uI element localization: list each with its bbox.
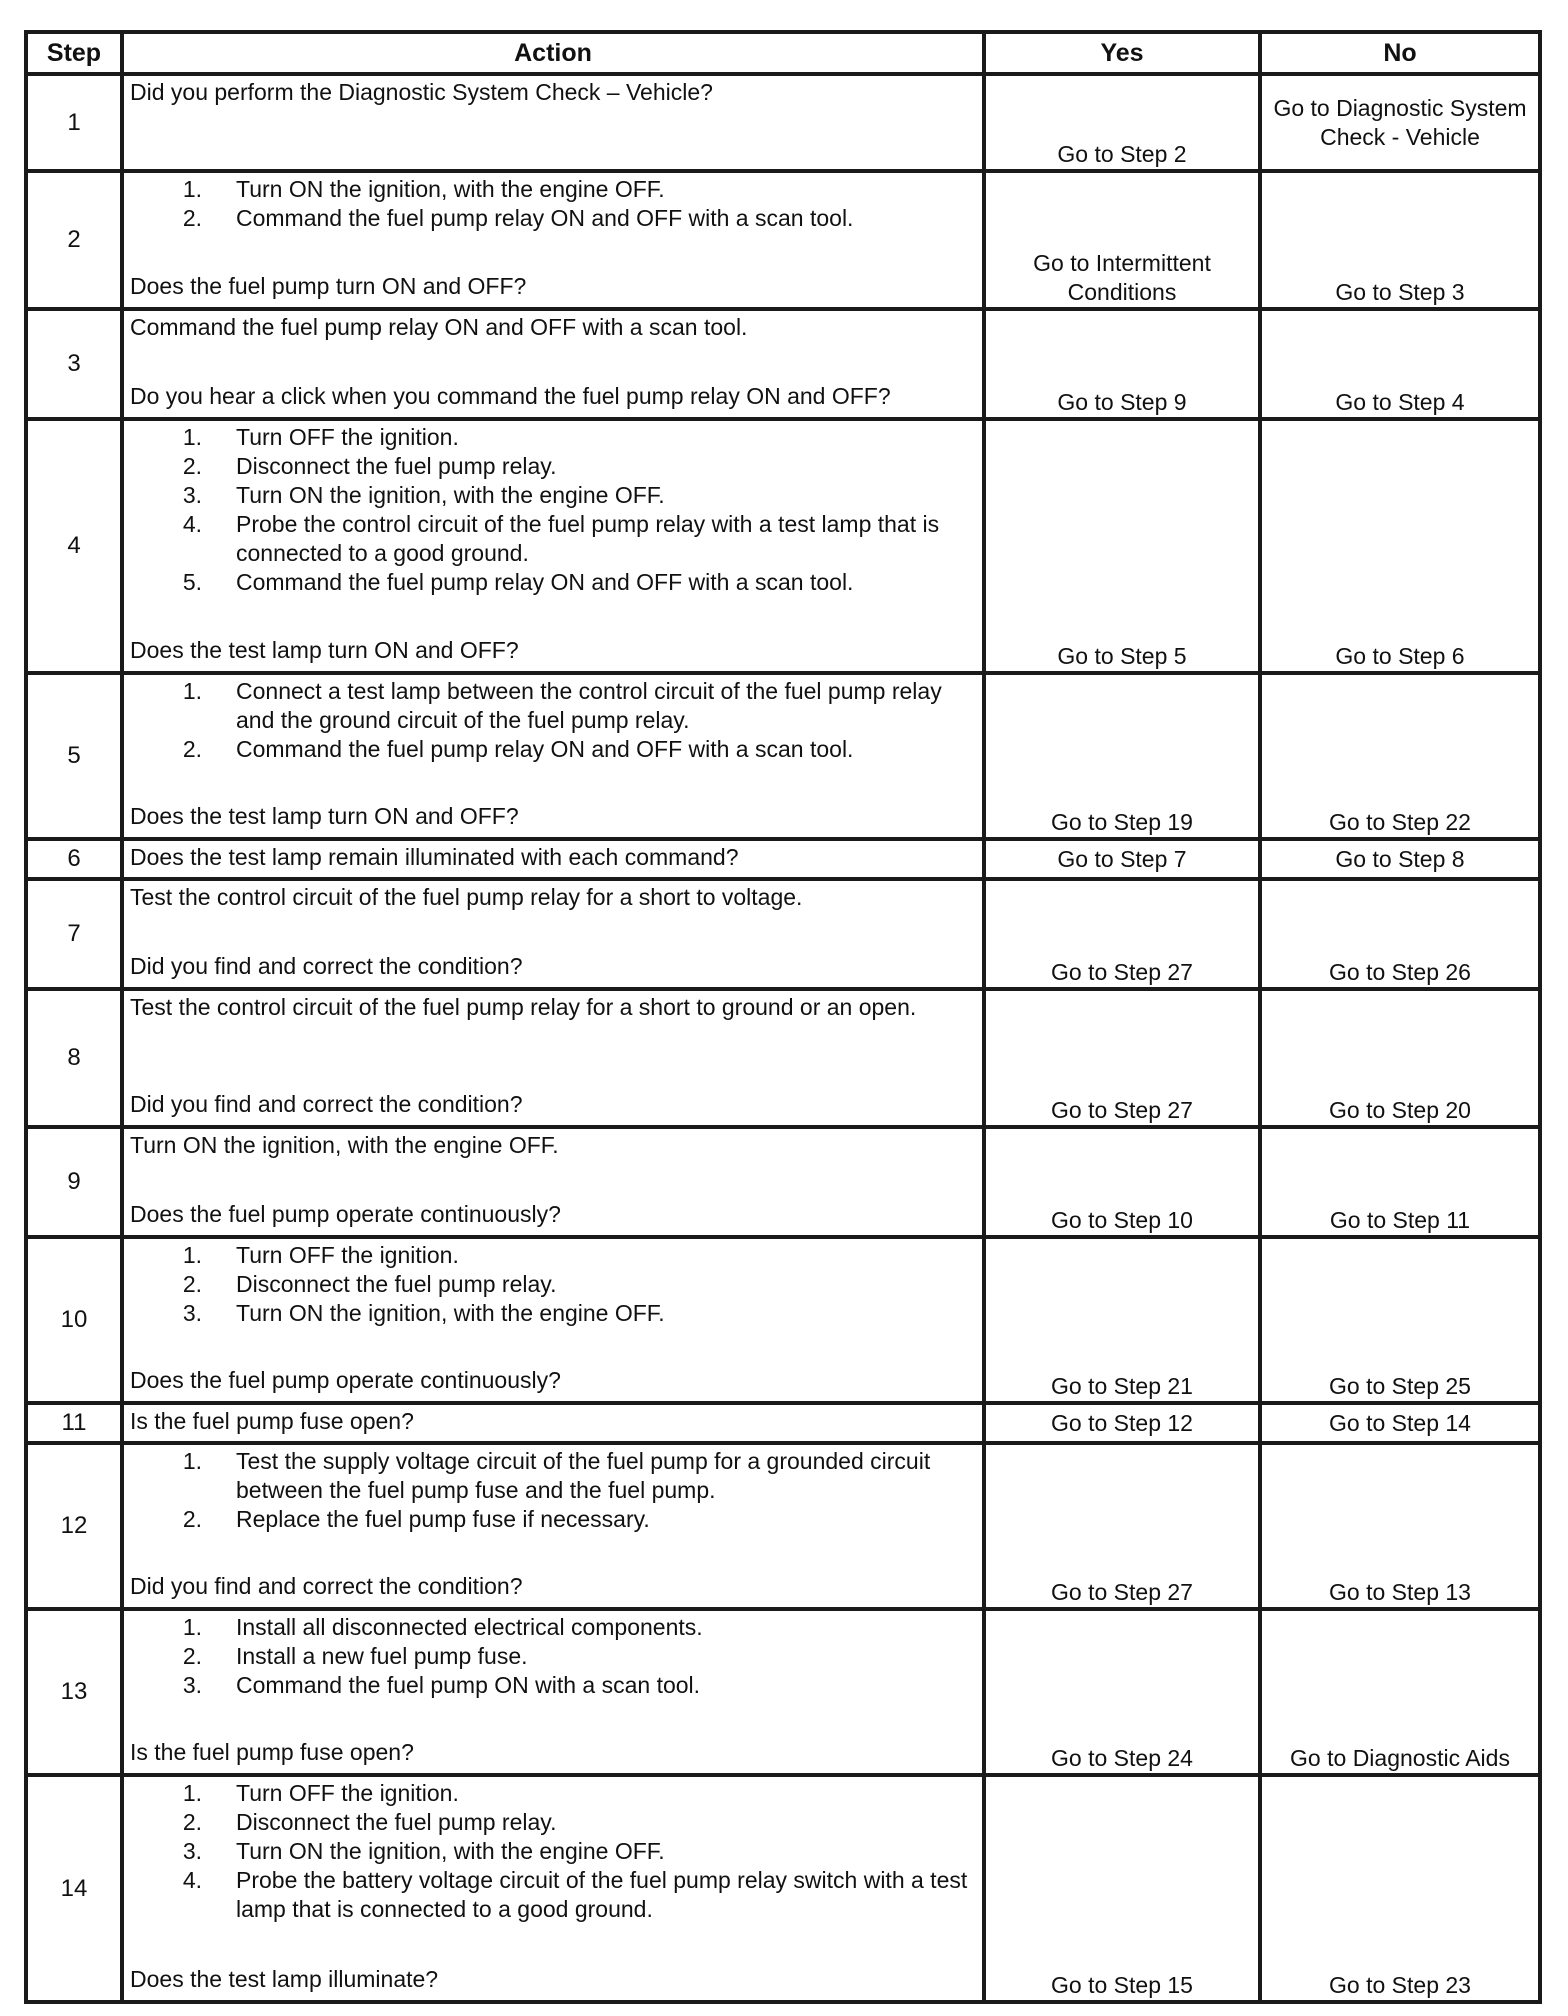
no-answer: Go to Step 13	[1260, 1443, 1540, 1609]
action-question: Did you find and correct the condition?	[130, 953, 523, 979]
action-question: Did you find and correct the condition?	[130, 1091, 523, 1117]
action-step-text: Command the fuel pump relay ON and OFF with a scan tool.	[236, 205, 854, 231]
action-step-number: 1.	[182, 678, 202, 704]
action-instruction: Test the control circuit of the fuel pump relay for a short to voltage.	[130, 884, 803, 910]
action-cell	[122, 673, 984, 839]
action-steps-list	[130, 1447, 976, 1534]
action-step-number: 2.	[182, 1271, 202, 1297]
table-row	[26, 74, 1540, 171]
action-step-text: Disconnect the fuel pump relay.	[236, 1271, 557, 1297]
step-number: 1	[26, 74, 122, 171]
action-step-text: Command the fuel pump relay ON and OFF with a scan tool.	[236, 736, 854, 762]
action-step-number: 2.	[182, 1506, 202, 1532]
no-answer: Go to Diagnostic System Check - Vehicle	[1260, 74, 1540, 171]
action-question: Is the fuel pump fuse open?	[130, 1739, 414, 1765]
table-row	[26, 1775, 1540, 2002]
action-cell	[122, 419, 984, 673]
action-step-item	[130, 735, 976, 764]
action-step-text: Install a new fuel pump fuse.	[236, 1643, 528, 1669]
action-step-text: Turn OFF the ignition.	[236, 1242, 459, 1268]
action-step-number: 1.	[182, 1242, 202, 1268]
action-steps-list	[130, 1241, 976, 1328]
action-step-text: Probe the battery voltage circuit of the fuel pump relay switch with a test lamp that is connected to a good ground.	[236, 1867, 968, 1922]
no-answer: Go to Step 14	[1260, 1403, 1540, 1443]
action-step-item	[130, 1299, 976, 1328]
action-question: Does the test lamp illuminate?	[130, 1966, 439, 1992]
step-number: 14	[26, 1775, 122, 2002]
action-instruction: Turn ON the ignition, with the engine OFF.	[130, 1132, 559, 1158]
action-cell	[122, 171, 984, 309]
action-step-text: Probe the control circuit of the fuel pump relay with a test lamp that is connected to a good ground.	[236, 511, 940, 566]
step-number: 7	[26, 879, 122, 989]
action-cell	[122, 839, 984, 879]
step-number: 5	[26, 673, 122, 839]
action-step-number: 1.	[182, 424, 202, 450]
action-step-text: Disconnect the fuel pump relay.	[236, 1809, 557, 1835]
action-step-item	[130, 568, 976, 597]
step-number: 8	[26, 989, 122, 1127]
step-number: 12	[26, 1443, 122, 1609]
step-number: 11	[26, 1403, 122, 1443]
action-step-number: 4.	[182, 1867, 202, 1893]
action-step-item	[130, 481, 976, 510]
yes-answer: Go to Step 21	[984, 1237, 1260, 1403]
yes-answer: Go to Step 24	[984, 1609, 1260, 1775]
action-step-number: 1.	[182, 1614, 202, 1640]
no-answer: Go to Step 6	[1260, 419, 1540, 673]
table-row	[26, 1127, 1540, 1237]
table-row	[26, 419, 1540, 673]
no-answer: Go to Step 20	[1260, 989, 1540, 1127]
action-question: Did you find and correct the condition?	[130, 1573, 523, 1599]
action-step-number: 3.	[182, 1300, 202, 1326]
table-row	[26, 839, 1540, 879]
no-answer: Go to Step 4	[1260, 309, 1540, 419]
action-cell	[122, 1127, 984, 1237]
yes-answer: Go to Step 27	[984, 879, 1260, 989]
action-step-item	[130, 1642, 976, 1671]
table-row	[26, 171, 1540, 309]
action-step-number: 2.	[182, 1809, 202, 1835]
action-cell	[122, 309, 984, 419]
yes-answer: Go to Step 27	[984, 1443, 1260, 1609]
table-row	[26, 1403, 1540, 1443]
header-row	[26, 32, 1540, 74]
table-row	[26, 673, 1540, 839]
action-instruction: Did you perform the Diagnostic System Check – Vehicle?	[130, 79, 713, 105]
action-step-item	[130, 423, 976, 452]
action-step-text: Replace the fuel pump fuse if necessary.	[236, 1506, 650, 1532]
action-step-number: 4.	[182, 511, 202, 537]
header-action: Action	[122, 32, 984, 74]
table-row	[26, 1443, 1540, 1609]
table-row	[26, 1609, 1540, 1775]
header-no: No	[1260, 32, 1540, 74]
table-row	[26, 309, 1540, 419]
action-step-item	[130, 510, 976, 568]
yes-answer: Go to Step 12	[984, 1403, 1260, 1443]
action-step-item	[130, 1671, 976, 1700]
action-step-number: 2.	[182, 736, 202, 762]
action-question: Does the fuel pump operate continuously?	[130, 1201, 561, 1227]
step-number: 9	[26, 1127, 122, 1237]
action-step-item	[130, 1241, 976, 1270]
no-answer: Go to Step 3	[1260, 171, 1540, 309]
yes-answer: Go to Step 9	[984, 309, 1260, 419]
step-number: 2	[26, 171, 122, 309]
action-step-number: 1.	[182, 1780, 202, 1806]
no-answer: Go to Step 26	[1260, 879, 1540, 989]
no-answer: Go to Diagnostic Aids	[1260, 1609, 1540, 1775]
header-yes: Yes	[984, 32, 1260, 74]
action-step-number: 3.	[182, 1672, 202, 1698]
action-question: Does the test lamp turn ON and OFF?	[130, 803, 519, 829]
action-instruction: Does the test lamp remain illuminated with each command?	[130, 844, 739, 870]
action-step-number: 1.	[182, 176, 202, 202]
action-step-number: 2.	[182, 205, 202, 231]
no-answer: Go to Step 8	[1260, 839, 1540, 879]
no-answer: Go to Step 11	[1260, 1127, 1540, 1237]
action-step-text: Turn ON the ignition, with the engine OFF.	[236, 1300, 665, 1326]
yes-answer: Go to Step 5	[984, 419, 1260, 673]
action-step-text: Turn OFF the ignition.	[236, 1780, 459, 1806]
action-instruction: Command the fuel pump relay ON and OFF with a scan tool.	[130, 314, 748, 340]
action-step-item	[130, 677, 976, 735]
action-step-item	[130, 1808, 976, 1837]
yes-answer: Go to Step 19	[984, 673, 1260, 839]
action-step-text: Command the fuel pump ON with a scan tool.	[236, 1672, 701, 1698]
yes-answer: Go to Step 7	[984, 839, 1260, 879]
action-step-text: Install all disconnected electrical components.	[236, 1614, 703, 1640]
action-question: Do you hear a click when you command the fuel pump relay ON and OFF?	[130, 383, 891, 409]
action-step-number: 3.	[182, 482, 202, 508]
step-number: 3	[26, 309, 122, 419]
action-step-number: 2.	[182, 453, 202, 479]
diagnostic-table-page	[24, 30, 1542, 2004]
action-step-text: Connect a test lamp between the control circuit of the fuel pump relay and the ground circuit of the fuel pump relay.	[236, 678, 942, 733]
action-step-text: Turn OFF the ignition.	[236, 424, 459, 450]
action-cell	[122, 74, 984, 171]
action-steps-list	[130, 423, 976, 597]
action-instruction: Is the fuel pump fuse open?	[130, 1408, 414, 1434]
action-steps-list	[130, 1779, 976, 1924]
action-cell	[122, 1609, 984, 1775]
table-row	[26, 1237, 1540, 1403]
action-step-item	[130, 1837, 976, 1866]
action-cell	[122, 1775, 984, 2002]
action-step-number: 2.	[182, 1643, 202, 1669]
table-row	[26, 879, 1540, 989]
action-step-item	[130, 1505, 976, 1534]
action-step-item	[130, 1866, 976, 1924]
table-row	[26, 989, 1540, 1127]
yes-answer: Go to Intermittent Conditions	[984, 171, 1260, 309]
action-step-text: Disconnect the fuel pump relay.	[236, 453, 557, 479]
action-step-item	[130, 204, 976, 233]
header-step: Step	[26, 32, 122, 74]
step-number: 6	[26, 839, 122, 879]
no-answer: Go to Step 23	[1260, 1775, 1540, 2002]
action-step-text: Turn ON the ignition, with the engine OFF.	[236, 482, 665, 508]
action-cell	[122, 989, 984, 1127]
action-step-text: Command the fuel pump relay ON and OFF with a scan tool.	[236, 569, 854, 595]
action-instruction: Test the control circuit of the fuel pump relay for a short to ground or an open.	[130, 994, 917, 1020]
action-step-item	[130, 1779, 976, 1808]
yes-answer: Go to Step 15	[984, 1775, 1260, 2002]
action-step-number: 5.	[182, 569, 202, 595]
no-answer: Go to Step 22	[1260, 673, 1540, 839]
action-steps-list	[130, 677, 976, 764]
action-step-item	[130, 1613, 976, 1642]
action-question: Does the fuel pump operate continuously?	[130, 1367, 561, 1393]
yes-answer: Go to Step 2	[984, 74, 1260, 171]
action-step-number: 1.	[182, 1448, 202, 1474]
action-question: Does the test lamp turn ON and OFF?	[130, 637, 519, 663]
action-steps-list	[130, 175, 976, 233]
step-number: 13	[26, 1609, 122, 1775]
action-cell	[122, 1403, 984, 1443]
action-question: Does the fuel pump turn ON and OFF?	[130, 273, 527, 299]
action-cell	[122, 1443, 984, 1609]
diagnostic-table	[24, 30, 1542, 2004]
yes-answer: Go to Step 10	[984, 1127, 1260, 1237]
step-number: 10	[26, 1237, 122, 1403]
action-cell	[122, 879, 984, 989]
yes-answer: Go to Step 27	[984, 989, 1260, 1127]
action-step-text: Turn ON the ignition, with the engine OFF.	[236, 1838, 665, 1864]
action-step-text: Test the supply voltage circuit of the fuel pump for a grounded circuit between the fuel pump fuse and the fuel pump.	[236, 1448, 931, 1503]
action-step-item	[130, 175, 976, 204]
action-step-item	[130, 1447, 976, 1505]
no-answer: Go to Step 25	[1260, 1237, 1540, 1403]
step-number: 4	[26, 419, 122, 673]
action-step-text: Turn ON the ignition, with the engine OFF.	[236, 176, 665, 202]
action-steps-list	[130, 1613, 976, 1700]
action-step-item	[130, 452, 976, 481]
action-cell	[122, 1237, 984, 1403]
action-step-number: 3.	[182, 1838, 202, 1864]
action-step-item	[130, 1270, 976, 1299]
